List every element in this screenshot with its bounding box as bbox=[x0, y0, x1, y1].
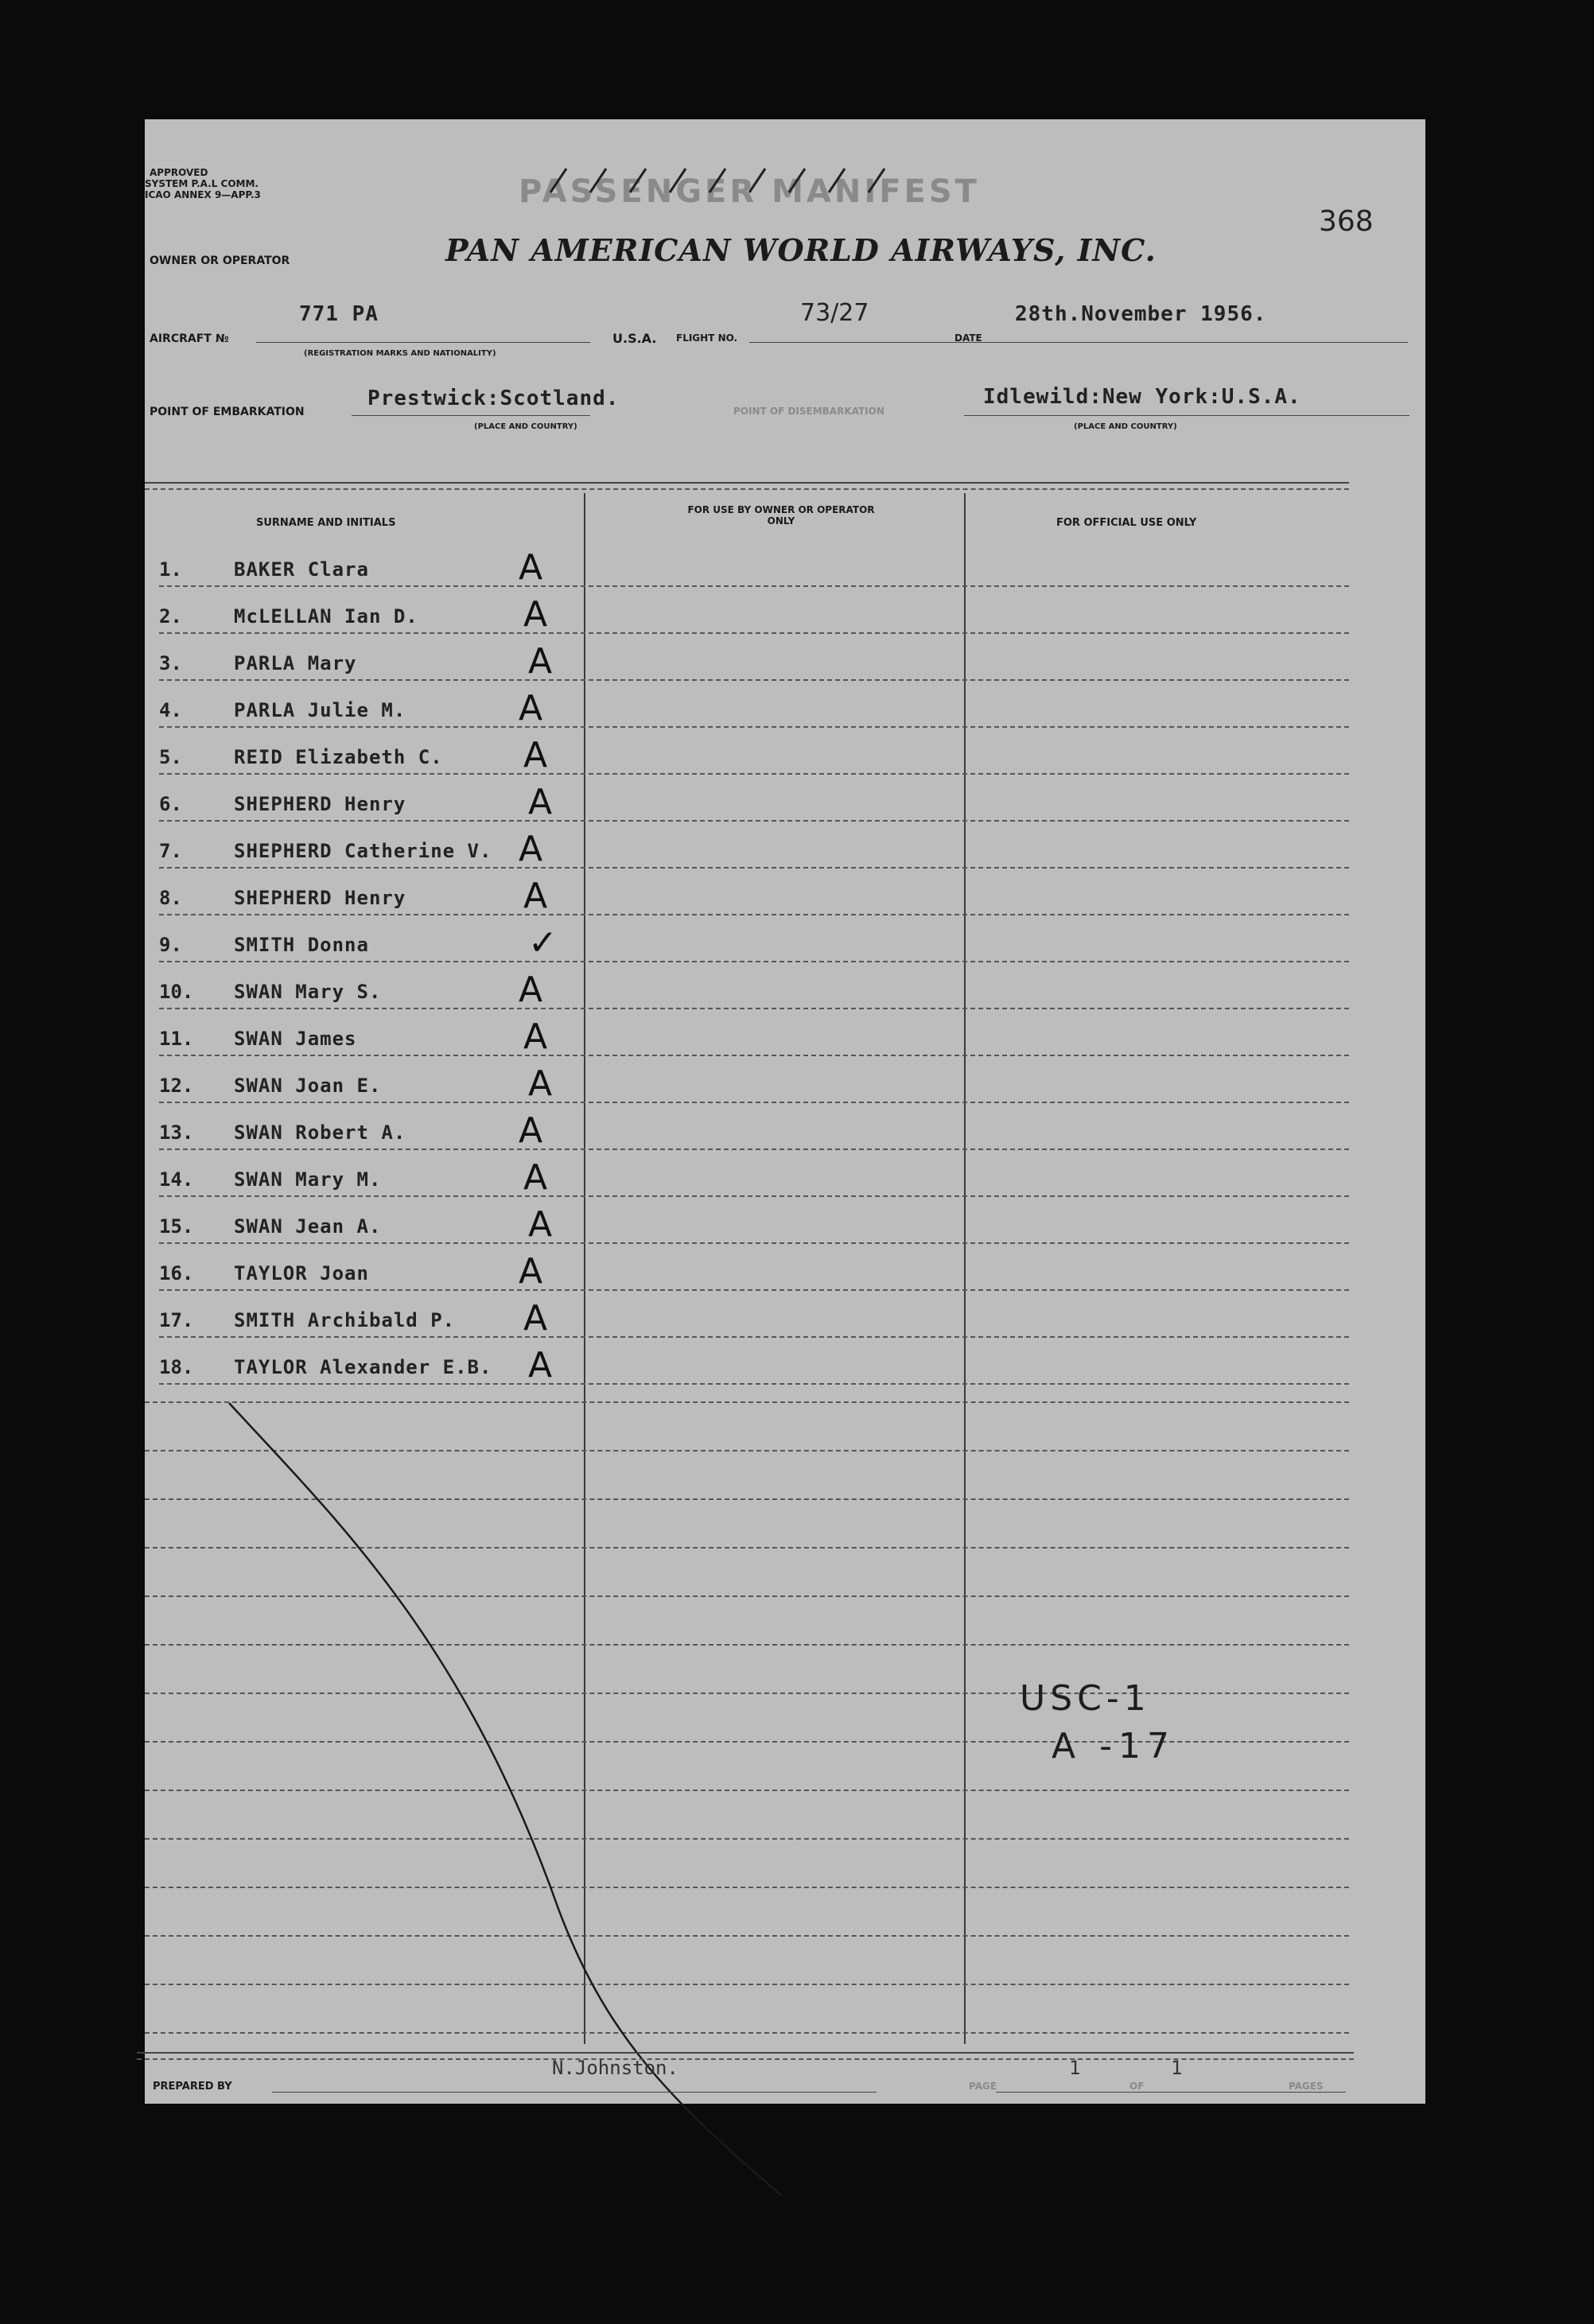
strike-line-icon bbox=[224, 1400, 877, 2235]
check-mark: A bbox=[528, 641, 553, 682]
check-mark: A bbox=[519, 547, 543, 588]
footer-top-rule bbox=[137, 2052, 1354, 2054]
passenger-name: SWAN Joan E. bbox=[234, 1075, 382, 1097]
tick-marks-icon bbox=[542, 164, 908, 196]
embark-caption: (PLACE AND COUNTRY) bbox=[474, 422, 577, 431]
passenger-name: SMITH Donna bbox=[234, 934, 369, 956]
date-underline bbox=[994, 342, 1408, 343]
row-rule bbox=[159, 1102, 1349, 1103]
row-number: 1. bbox=[159, 558, 182, 581]
check-mark: A bbox=[528, 1063, 553, 1104]
check-mark: A bbox=[528, 782, 553, 822]
prepared-value: N.Johnston. bbox=[552, 2057, 678, 2079]
check-mark: A bbox=[523, 594, 548, 635]
disembark-underline bbox=[964, 415, 1409, 416]
passenger-name: SMITH Archibald P. bbox=[234, 1309, 456, 1331]
row-number: 13. bbox=[159, 1121, 194, 1144]
passenger-name: SWAN Robert A. bbox=[234, 1121, 406, 1144]
check-mark: A bbox=[519, 829, 543, 869]
row-rule bbox=[159, 773, 1349, 775]
check-mark: A bbox=[523, 1298, 548, 1339]
check-mark: A bbox=[523, 1157, 548, 1198]
date-label: DATE bbox=[954, 332, 982, 344]
annotation-line-1: USC-1 bbox=[1020, 1678, 1151, 1719]
prepared-underline bbox=[272, 2092, 877, 2093]
check-mark: A bbox=[519, 1251, 543, 1292]
owner-value: PAN AMERICAN WORLD AIRWAYS, INC. bbox=[445, 232, 1157, 268]
pages-label: PAGES bbox=[1289, 2081, 1324, 2092]
row-number: 18. bbox=[159, 1356, 194, 1378]
check-mark: A bbox=[523, 1016, 548, 1057]
row-number: 17. bbox=[159, 1309, 194, 1331]
row-rule bbox=[159, 632, 1349, 634]
disembark-value: Idlewild:New York:U.S.A. bbox=[983, 385, 1301, 409]
row-rule bbox=[159, 726, 1349, 728]
aircraft-underline bbox=[256, 342, 590, 343]
country-label: U.S.A. bbox=[612, 331, 657, 346]
col-header-owner: FOR USE BY OWNER OR OPERATOR ONLY bbox=[687, 504, 875, 527]
passenger-name: SWAN Jean A. bbox=[234, 1215, 382, 1238]
approval-line-3: ICAO ANNEX 9—APP.3 bbox=[145, 189, 261, 200]
row-rule bbox=[159, 1289, 1349, 1291]
check-mark: A bbox=[523, 876, 548, 916]
row-number: 3. bbox=[159, 652, 182, 674]
row-rule bbox=[159, 679, 1349, 681]
row-rule bbox=[159, 585, 1349, 587]
row-number: 8. bbox=[159, 887, 182, 909]
passenger-name: TAYLOR Joan bbox=[234, 1262, 369, 1284]
of-label: OF bbox=[1129, 2081, 1145, 2092]
passenger-name: PARLA Mary bbox=[234, 652, 357, 674]
row-number: 11. bbox=[159, 1028, 194, 1050]
approval-line-2: SYSTEM P.A.L COMM. bbox=[145, 178, 259, 189]
date-value: 28th.November 1956. bbox=[1015, 302, 1267, 326]
row-rule bbox=[159, 820, 1349, 822]
row-number: 2. bbox=[159, 605, 182, 628]
check-mark: ✓ bbox=[528, 923, 558, 963]
passenger-name: SHEPHERD Catherine V. bbox=[234, 840, 492, 862]
row-number: 7. bbox=[159, 840, 182, 862]
row-number: 15. bbox=[159, 1215, 194, 1238]
row-rule bbox=[159, 914, 1349, 915]
manifest-sheet bbox=[145, 119, 1425, 2104]
flight-label: FLIGHT NO. bbox=[676, 332, 738, 344]
page-underline bbox=[996, 2092, 1346, 2093]
embark-underline bbox=[352, 415, 590, 416]
passenger-name: TAYLOR Alexander E.B. bbox=[234, 1356, 492, 1378]
check-mark: A bbox=[523, 735, 548, 775]
approval-line-1: APPROVED bbox=[150, 167, 208, 178]
passenger-name: McLELLAN Ian D. bbox=[234, 605, 418, 628]
row-rule bbox=[159, 1008, 1349, 1009]
form-title: PASSENGER MANIFEST bbox=[519, 173, 980, 210]
row-number: 9. bbox=[159, 934, 182, 956]
passenger-name: SWAN Mary S. bbox=[234, 981, 382, 1003]
row-number: 14. bbox=[159, 1168, 194, 1191]
passenger-name: SWAN Mary M. bbox=[234, 1168, 382, 1191]
row-number: 4. bbox=[159, 699, 182, 721]
col-header-surname: SURNAME AND INITIALS bbox=[256, 517, 396, 529]
disembark-label: POINT OF DISEMBARKATION bbox=[733, 406, 884, 417]
row-rule bbox=[159, 867, 1349, 869]
row-number: 6. bbox=[159, 793, 182, 815]
row-number: 16. bbox=[159, 1262, 194, 1284]
owner-label: OWNER OR OPERATOR bbox=[150, 255, 290, 267]
page-label: PAGE bbox=[969, 2081, 997, 2092]
row-rule bbox=[159, 961, 1349, 962]
row-rule bbox=[159, 1148, 1349, 1150]
embark-value: Prestwick:Scotland. bbox=[367, 387, 620, 410]
row-rule bbox=[159, 1242, 1349, 1244]
flight-value: 73/27 bbox=[800, 299, 869, 327]
passenger-name: BAKER Clara bbox=[234, 558, 369, 581]
annotation-line-2: A -17 bbox=[1052, 1726, 1176, 1766]
passenger-name: REID Elizabeth C. bbox=[234, 746, 443, 768]
page-number: 368 bbox=[1319, 205, 1374, 238]
row-rule bbox=[159, 1383, 1349, 1385]
check-mark: A bbox=[528, 1204, 553, 1245]
passenger-name: SWAN James bbox=[234, 1028, 357, 1050]
aircraft-label: AIRCRAFT № bbox=[150, 332, 229, 345]
table-top-rule-2 bbox=[145, 488, 1349, 490]
embark-label: POINT OF EMBARKATION bbox=[150, 406, 305, 418]
check-mark: A bbox=[528, 1345, 553, 1385]
row-number: 12. bbox=[159, 1075, 194, 1097]
passenger-name: SHEPHERD Henry bbox=[234, 793, 406, 815]
check-mark: A bbox=[519, 970, 543, 1010]
passenger-name: PARLA Julie M. bbox=[234, 699, 406, 721]
row-rule bbox=[159, 1336, 1349, 1338]
table-top-rule bbox=[145, 482, 1349, 484]
check-mark: A bbox=[519, 1110, 543, 1151]
row-number: 10. bbox=[159, 981, 194, 1003]
row-rule bbox=[159, 1195, 1349, 1197]
aircraft-value: 771 PA bbox=[299, 302, 379, 326]
row-number: 5. bbox=[159, 746, 182, 768]
disembark-caption: (PLACE AND COUNTRY) bbox=[1074, 422, 1177, 431]
page-value: 1 bbox=[1069, 2057, 1081, 2079]
check-mark: A bbox=[519, 688, 543, 729]
row-rule bbox=[159, 1055, 1349, 1056]
passenger-name: SHEPHERD Henry bbox=[234, 887, 406, 909]
of-value: 1 bbox=[1171, 2057, 1183, 2079]
prepared-label: PREPARED BY bbox=[153, 2081, 232, 2093]
aircraft-caption: (REGISTRATION MARKS AND NATIONALITY) bbox=[304, 349, 496, 358]
col-header-official: FOR OFFICIAL USE ONLY bbox=[1056, 517, 1197, 529]
